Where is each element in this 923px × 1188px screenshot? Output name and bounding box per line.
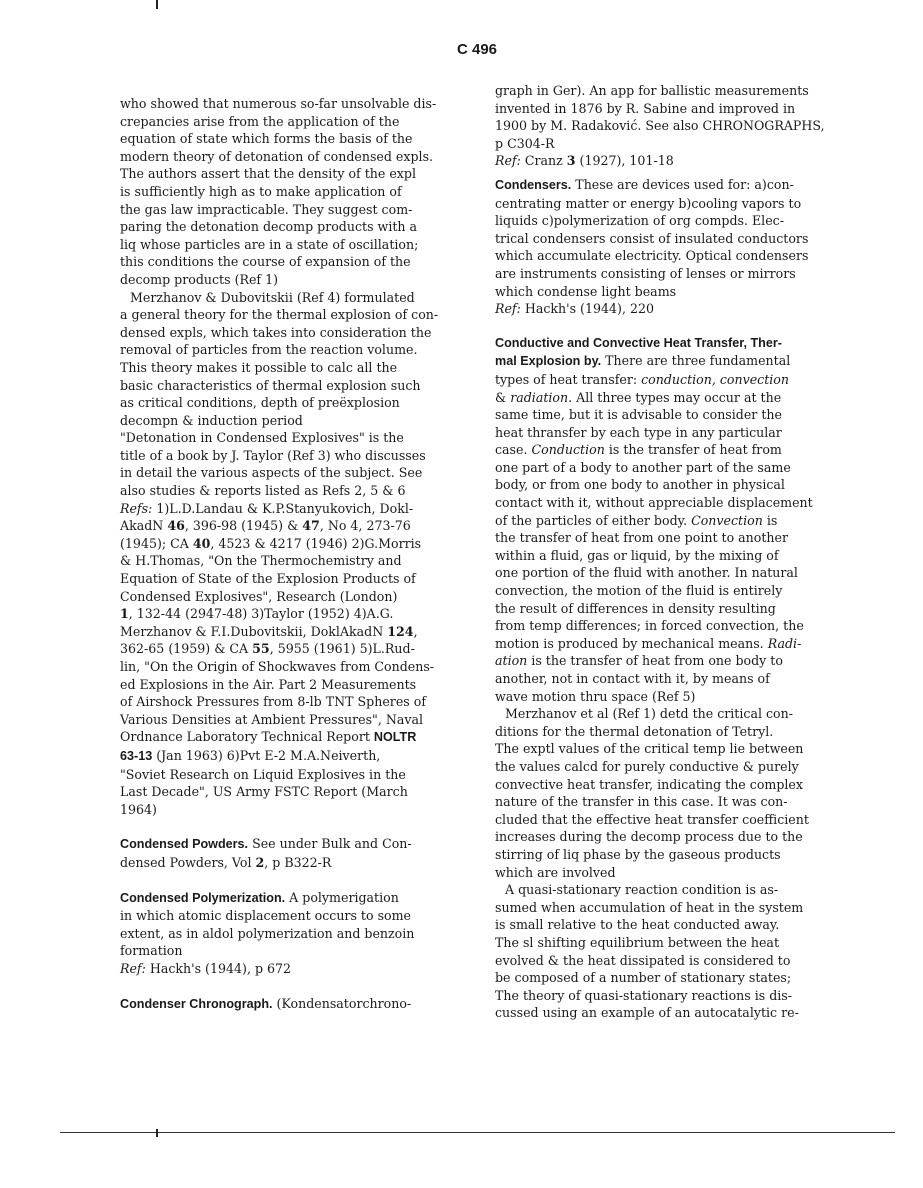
entry-text: The sl shifting equilibrium between the heat [495, 934, 779, 950]
references-line: of Airshock Pressures from 8-lb TNT Spheres of [120, 694, 426, 710]
ref-text: (1945); CA [120, 535, 193, 551]
ref-text: , 132-44 (2947-48) 3)Taylor (1952) 4)A.G. [128, 606, 394, 622]
references-line: Various Densities at Ambient Pressures", Naval [120, 711, 424, 727]
text-line: The authors assert that the density of the expl [120, 166, 416, 182]
emphasis-text: ation [495, 653, 528, 669]
entry-text: heat thransfer by each type in any particular [495, 424, 782, 440]
entry-text: liquids c)polymerization of org compds. Elec- [495, 213, 784, 229]
references-line [120, 605, 460, 623]
page-number: C 496 [457, 41, 498, 58]
refs-label: Refs: [120, 500, 153, 516]
bottom-margin-mark [156, 1129, 158, 1137]
text-line: removal of particles from the reaction volume. [120, 342, 418, 358]
emphasis-text: Conduction [531, 442, 605, 458]
entry-text: trical condensers consist of insulated conductors [495, 230, 809, 246]
references-line: 1964) [120, 801, 157, 817]
entry-text: wave motion thru space (Ref 5) [495, 688, 696, 704]
entry-text: cluded that the effective heat transfer coefficient [495, 811, 809, 827]
text-line: equation of state which forms the basis of the [120, 131, 413, 147]
entry-text: The exptl values of the critical temp lie between [495, 741, 804, 757]
right-column [495, 82, 835, 1022]
ref-volume: 46 [167, 518, 185, 534]
text-line: who showed that numerous so-far unsolvable dis- [120, 96, 437, 111]
references-line: ed Explosions in the Air. Part 2 Measurements [120, 676, 417, 692]
entry-text: The theory of quasi-stationary reactions is dis- [495, 987, 793, 1003]
entry-text: ditions for the thermal detonation of Tetryl. [495, 723, 774, 739]
entry-text: the result of differences in density resulting [495, 600, 776, 616]
entry-text: stirring of liq phase by the gaseous products [495, 846, 781, 862]
entry-text: is small relative to the heat conducted away. [495, 917, 780, 933]
entry-text: motion is produced by mechanical means. [495, 635, 768, 651]
ref-volume: 124 [387, 623, 414, 639]
text-line: modern theory of detonation of condensed expls. [120, 148, 434, 164]
left-column [120, 95, 460, 1013]
entry-text: 1900 by M. Radaković. See also CHRONOGRAPHS, [495, 118, 825, 134]
refs-label: Ref: [495, 153, 521, 169]
text-line: Merzhanov & Dubovitskii (Ref 4) formulated [130, 289, 415, 305]
references-line [120, 960, 460, 978]
entry-condensed-polymerization [120, 889, 460, 908]
text-line: This theory makes it possible to calc all the [120, 359, 398, 375]
entry-text: p C304-R [495, 135, 555, 151]
entry-heading: Conductive and Convective Heat Transfer, Ther- [495, 335, 782, 350]
ref-volume: 1 [120, 606, 129, 622]
text-line: a general theory for the thermal explosion of con- [120, 307, 439, 323]
text-line: is sufficiently high as to make application of [120, 183, 402, 199]
ref-text: (1927), 101-18 [575, 153, 674, 169]
ref-text: AkadN [120, 518, 168, 534]
references-line [120, 640, 460, 658]
entry-text: the transfer of heat from one point to another [495, 530, 789, 546]
references-line: & H.Thomas, "On the Thermochemistry and [120, 553, 402, 569]
entry-text: from temp differences; in forced convection, the [495, 618, 804, 634]
ref-text: Cranz [520, 153, 567, 169]
references-line [120, 747, 460, 766]
text-line: the gas law impracticable. They suggest com- [120, 201, 413, 217]
references-line: lin, "On the Origin of Shockwaves from Condens- [120, 659, 435, 674]
refs-label: Ref: [495, 301, 521, 317]
ref-text: , 396-98 (1945) & [184, 518, 303, 534]
text-line: liq whose particles are in a state of oscillation; [120, 236, 419, 252]
text-line: paring the detonation decomp products with a [120, 219, 418, 235]
entry-text: densed Powders, Vol [120, 854, 256, 870]
ref-text: Ordnance Laboratory Technical Report [120, 729, 374, 745]
entry-text: cussed using an example of an autocatalytic re- [495, 1005, 799, 1021]
ref-text: , 4523 & 4217 (1946) 2)G.Morris [210, 535, 422, 551]
references-line: Equation of State of the Explosion Products of [120, 571, 416, 587]
top-margin-mark [156, 0, 158, 9]
entry-text: (Kondensatorchrono- [272, 995, 412, 1011]
entry-condenser-chronograph [120, 995, 460, 1014]
entry-text [495, 512, 835, 530]
entry-text: which are involved [495, 864, 616, 880]
bottom-rule [60, 1132, 895, 1133]
entry-text [495, 441, 835, 459]
entry-text: are instruments consisting of lenses or mirrors [495, 265, 796, 281]
entry-heading: Condenser Chronograph. [120, 996, 273, 1011]
entry-text: in which atomic displacement occurs to some [120, 908, 412, 924]
references-line [495, 300, 835, 318]
text-line: decompn & induction period [120, 412, 303, 428]
references-line: "Soviet Research on Liquid Explosives in the [120, 766, 406, 782]
entry-text: convection, the motion of the fluid is entirely [495, 583, 783, 599]
entry-text: is [762, 512, 778, 528]
entry-text: one portion of the fluid with another. In natural [495, 565, 798, 581]
entry-text: is the transfer of heat from one body to [527, 653, 783, 669]
entry-text: All three types may occur at the [572, 389, 782, 405]
text-line: as critical conditions, depth of preëxplosion [120, 395, 400, 411]
entry-text: invented in 1876 by R. Sabine and improved in [495, 100, 796, 116]
entry-text: extent, as in aldol polymerization and benzoin [120, 925, 415, 941]
entry-text: These are devices used for: a)con- [571, 176, 794, 192]
entry-text: graph in Ger). An app for ballistic measurements [495, 83, 809, 98]
entry-condensed-powders [120, 835, 460, 854]
entry-text: A polymerigation [285, 889, 399, 905]
refs-label: Ref: [120, 960, 146, 976]
text-line: basic characteristics of thermal explosion such [120, 377, 421, 393]
entry-text [495, 389, 835, 407]
entry-text: within a fluid, gas or liquid, by the mixing of [495, 547, 779, 563]
entry-text: be composed of a number of stationary states; [495, 970, 792, 986]
entry-text: sumed when accumulation of heat in the system [495, 899, 804, 915]
entry-text: A quasi-stationary reaction condition is as- [505, 882, 779, 898]
entry-text [495, 652, 835, 670]
entry-text: the values calcd for purely conductive & purely [495, 758, 799, 774]
references-line: Last Decade", US Army FSTC Report (March [120, 784, 408, 800]
entry-text: same time, but it is advisable to consider the [495, 407, 782, 423]
entry-text: Merzhanov et al (Ref 1) detd the critical con- [505, 706, 793, 722]
text-line: crepancies arise from the application of the [120, 113, 400, 129]
references-line [120, 517, 460, 535]
emphasis-text: radiation. [510, 389, 573, 405]
references-line [495, 152, 835, 170]
ref-report-code: 63-13 [120, 748, 153, 763]
text-line: decomp products (Ref 1) [120, 271, 279, 287]
ref-text: , No 4, 273-76 [319, 518, 411, 534]
text-line: densed expls, which takes into consideration the [120, 324, 432, 340]
entry-text: types of heat transfer: [495, 371, 642, 387]
emphasis-text: Convection [691, 512, 763, 528]
ref-volume: 55 [252, 641, 270, 657]
entry-text: which accumulate electricity. Optical condensers [495, 248, 809, 264]
ref-text: , 5955 (1961) 5)L.Rud- [269, 641, 415, 657]
ref-text: Hackh's (1944), 220 [520, 301, 654, 317]
ref-text: Merzhanov & F.I.Dubovitskii, DoklAkadN [120, 623, 388, 639]
entry-text [120, 854, 460, 872]
ref-text: 1)L.D.Landau & K.P.Stanyukovich, Dokl- [152, 500, 414, 516]
entry-heading: Condensed Powders. [120, 837, 249, 852]
entry-text: formation [120, 943, 183, 959]
ref-report-code: NOLTR [373, 730, 417, 745]
ref-text: , [413, 623, 418, 639]
references-line [120, 500, 460, 518]
entry-text: one part of a body to another part of the same [495, 459, 791, 475]
entry-heading: mal Explosion by. [495, 354, 602, 369]
entry-text: of the particles of either body. [495, 512, 692, 528]
ref-volume: 2 [255, 854, 265, 870]
entry-text: nature of the transfer in this case. It was con- [495, 794, 788, 810]
ref-text: (Jan 1963) 6)Pvt E-2 M.A.Neiverth, [152, 747, 381, 763]
text-line: title of a book by J. Taylor (Ref 3) who discusses [120, 447, 426, 463]
ref-volume: 40 [192, 535, 211, 551]
entry-text: increases during the decomp process due to the [495, 829, 803, 845]
entry-text: evolved & the heat dissipated is considered to [495, 952, 791, 968]
text-line: this conditions the course of expansion of the [120, 254, 411, 270]
references-line [120, 728, 460, 747]
references-line [120, 535, 460, 553]
references-line: Condensed Explosives", Research (London) [120, 588, 398, 604]
entry-heading: Condensers. [495, 177, 572, 192]
entry-text [495, 371, 835, 389]
text-line: also studies & reports listed as Refs 2, 5 & 6 [120, 483, 406, 499]
entry-text: case. [495, 442, 532, 458]
entry-text: , p B322-R [264, 854, 332, 870]
emphasis-text: conduction, convection [641, 371, 790, 387]
references-line [120, 623, 460, 641]
entry-text: & [495, 389, 511, 405]
entry-text: body, or from one body to another in physical [495, 477, 785, 493]
ref-volume: 3 [566, 153, 576, 169]
entry-text: contact with it, without appreciable displacement [495, 495, 813, 511]
entry-condensers [495, 176, 835, 195]
ref-text: Hackh's (1944), p 672 [145, 960, 292, 976]
ref-volume: 47 [302, 518, 320, 534]
text-line: "Detonation in Condensed Explosives" is the [120, 430, 404, 446]
entry-text: convective heat transfer, indicating the complex [495, 776, 803, 792]
emphasis-text: Radi- [767, 635, 802, 651]
entry-heading: Condensed Polymerization. [120, 890, 286, 905]
entry-text: centrating matter or energy b)cooling vapors to [495, 195, 802, 211]
entry-heat-transfer [495, 352, 835, 371]
text-line: in detail the various aspects of the subject. See [120, 465, 423, 481]
ref-text: 362-65 (1959) & CA [120, 641, 253, 657]
entry-text: which condense light beams [495, 283, 677, 299]
entry-text: is the transfer of heat from [604, 442, 782, 458]
entry-text: See under Bulk and Con- [248, 836, 412, 852]
entry-text: another, not in contact with it, by means of [495, 671, 770, 686]
entry-text: There are three fundamental [601, 353, 791, 369]
entry-text [495, 635, 835, 653]
